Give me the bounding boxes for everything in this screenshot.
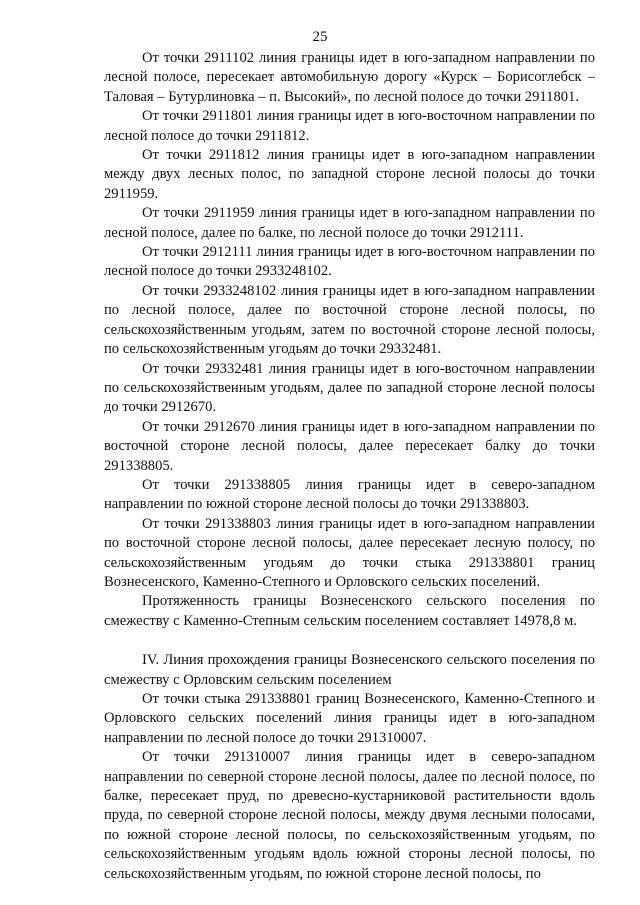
section-heading-iv: IV. Линия прохождения границы Вознесенского сельского поселения по смежеству с Орловским сельским поселением [104, 652, 595, 688]
paragraph-point-291338805: От точки 291338805 линия границы идет в северо-западном направлении по южной стороне лесной полосы до точки 291338803. [104, 476, 595, 513]
page-number: 25 [312, 29, 328, 45]
paragraph-point-2912670: От точки 2912670 линия границы идет в юго-западном направлении по восточной стороне лесной полосы, далее пересекает балку до точки 291338805. [104, 418, 595, 474]
paragraph-point-291310007: От точки 291310007 линия границы идет в северо-западном направлении по северной стороне лесной полосы, далее по лесной полосе, по балке, пересекает пруд, по древесно-кустарниковой растительности вдоль пруда, по северной стороне лесной полосы, между двумя лесными полосами, по южной стороне лесной полосы, по сельскохозяйственным угодьям, по сельскохозяйственным угодьям вдоль южной стороны лесной полосы, по сельскохозяйственным угодьям, по южной стороне лесной полосы, по [104, 749, 595, 882]
paragraph-point-291338803: От точки 291338803 линия границы идет в юго-западном направлении по восточной стороне лесной полосы, далее пересекает лесную полосу, по сельскохозяйственным угодьям до точки стыка 291338801 границ Вознесенского, Каменно-Степного и Орловского сельских поселений. [104, 515, 595, 590]
paragraph-point-2911812: От точки 2911812 линия границы идет в юго-западном направлении между двух лесных полос, по западной стороне лесной полосы до точки 2911959. [104, 147, 595, 202]
paragraph-junction-291338801: От точки стыка 291338801 границ Вознесенского, Каменно-Степного и Орловского сельских поселений линия границы идет в юго-западном направлении по лесной полосе до точки 291310007. [104, 691, 595, 746]
paragraph-point-2912111: От точки 2912111 линия границы идет в юго-восточном направлении по лесной полосе до точки 2933248102. [104, 244, 595, 280]
paragraph-point-2933248102: От точки 2933248102 линия границы идет в юго-западном направлении по лесной полосе, далее по восточной стороне лесной полосы, по сельскохозяйственным угодьям, затем по восточной стороне лесной полосы, по сельскохозяйственным угодьям до точки 29332481. [104, 282, 595, 358]
paragraph-point-2911801: От точки 2911801 линия границы идет в юго-восточном направлении по лесной полосе до точки 2911812. [104, 108, 595, 144]
paragraph-boundary-length: Протяженность границы Вознесенского сельского поселения по смежеству с Каменно-Степным сельским поселением составляет 14978,8 м. [104, 593, 595, 629]
document-body [104, 49, 595, 884]
paragraph-point-2911102: От точки 2911102 линия границы идет в юго-западном направлении по лесной полосе, пересекает автомобильную дорогу «Курск – Борисоглебск – Таловая – Бутурлиновка – п. Высокий», по лесной полосе до точки 2911801. [104, 50, 595, 105]
paragraph-point-29332481: От точки 29332481 линия границы идет в юго-восточном направлении по сельскохозяйственным угодьям, далее по западной стороне лесной полосы до точки 2912670. [104, 360, 595, 416]
paragraph-point-2911959: От точки 2911959 линия границы идет в юго-западном направлении по лесной полосе, далее по балке, по лесной полосе до точки 2912111. [104, 205, 595, 241]
